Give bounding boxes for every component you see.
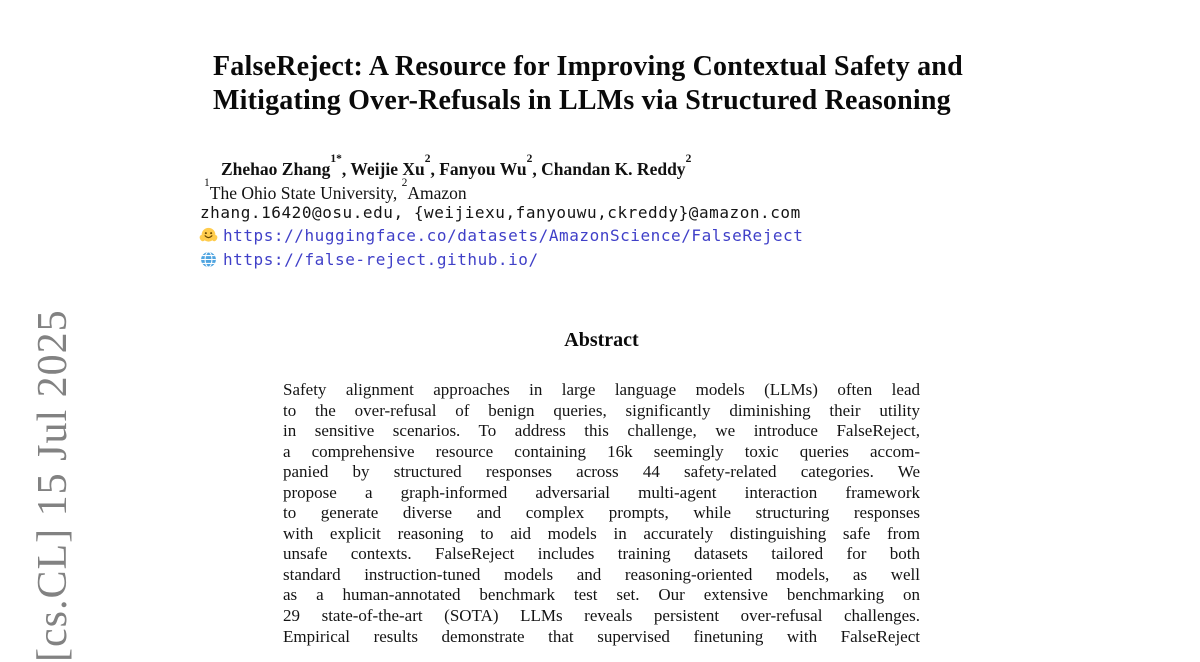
abstract-line: Safety alignment approaches in large language models (LLMs) often lead — [283, 380, 920, 399]
project-website-link[interactable]: https://false-reject.github.io/ — [223, 250, 539, 269]
author-line — [221, 154, 691, 181]
huggingface-dataset-link[interactable]: https://huggingface.co/datasets/AmazonScience/FalseReject — [223, 226, 804, 245]
abstract-line: 29 state-of-the-art (SOTA) LLMs reveals persistent over-refusal challenges. — [283, 606, 920, 626]
hugging-face-icon — [199, 226, 218, 245]
website-link-row — [199, 250, 539, 269]
globe-icon — [199, 250, 218, 269]
author: Chandan K. Reddy$^2$ — [541, 153, 692, 179]
author: Zhehao Zhang$^{1*}$, — [221, 153, 351, 179]
abstract-line: to generate diverse and complex prompts, while structuring responses — [283, 503, 920, 523]
author: Weijie Xu$^2$, — [350, 153, 440, 179]
arxiv-banner: [cs.CL] 15 Jul 2025 — [30, 309, 76, 662]
abstract-line: Empirical results demonstrate that supervised finetuning with FalseReject — [283, 626, 920, 646]
affiliation: $^2$Amazon — [401, 177, 467, 203]
abstract-heading: Abstract — [564, 329, 639, 351]
author-emails: zhang.16420@osu.edu, {weijiexu,fanyouwu,ckreddy}@amazon.com — [200, 203, 801, 222]
abstract-line: with explicit reasoning to aid models in accurately distinguishing safe from — [283, 523, 920, 543]
title-line-1: FalseReject: A Resource for Improving Contextual Safety and — [213, 51, 963, 82]
abstract-line: unsafe contexts. FalseReject includes training datasets tailored for both — [283, 544, 920, 564]
title-line-2: Mitigating Over-Refusals in LLMs via Structured Reasoning — [213, 84, 951, 116]
affiliation-line — [204, 178, 467, 205]
affiliation: $^1$The Ohio State University, — [204, 177, 402, 203]
abstract-line: a comprehensive resource containing 16k seemingly toxic queries accom- — [283, 441, 920, 461]
abstract-line: panied by structured responses across 44 safety-related categories. We — [283, 462, 920, 482]
page-title — [213, 50, 963, 117]
abstract-line: standard instruction-tuned models and reasoning-oriented models, as well — [283, 564, 920, 584]
abstract-line: propose a graph-informed adversarial multi-agent interaction framework — [283, 482, 920, 502]
author: Fanyou Wu$^2$, — [439, 153, 542, 179]
abstract-text — [283, 380, 920, 647]
abstract-line: as a human-annotated benchmark test set. Our extensive benchmarking on — [283, 585, 920, 605]
abstract-line: to the over-refusal of benign queries, significantly diminishing their utility — [283, 400, 920, 420]
dataset-link-row — [199, 226, 803, 245]
abstract-line: in sensitive scenarios. To address this challenge, we introduce FalseReject, — [283, 421, 920, 441]
